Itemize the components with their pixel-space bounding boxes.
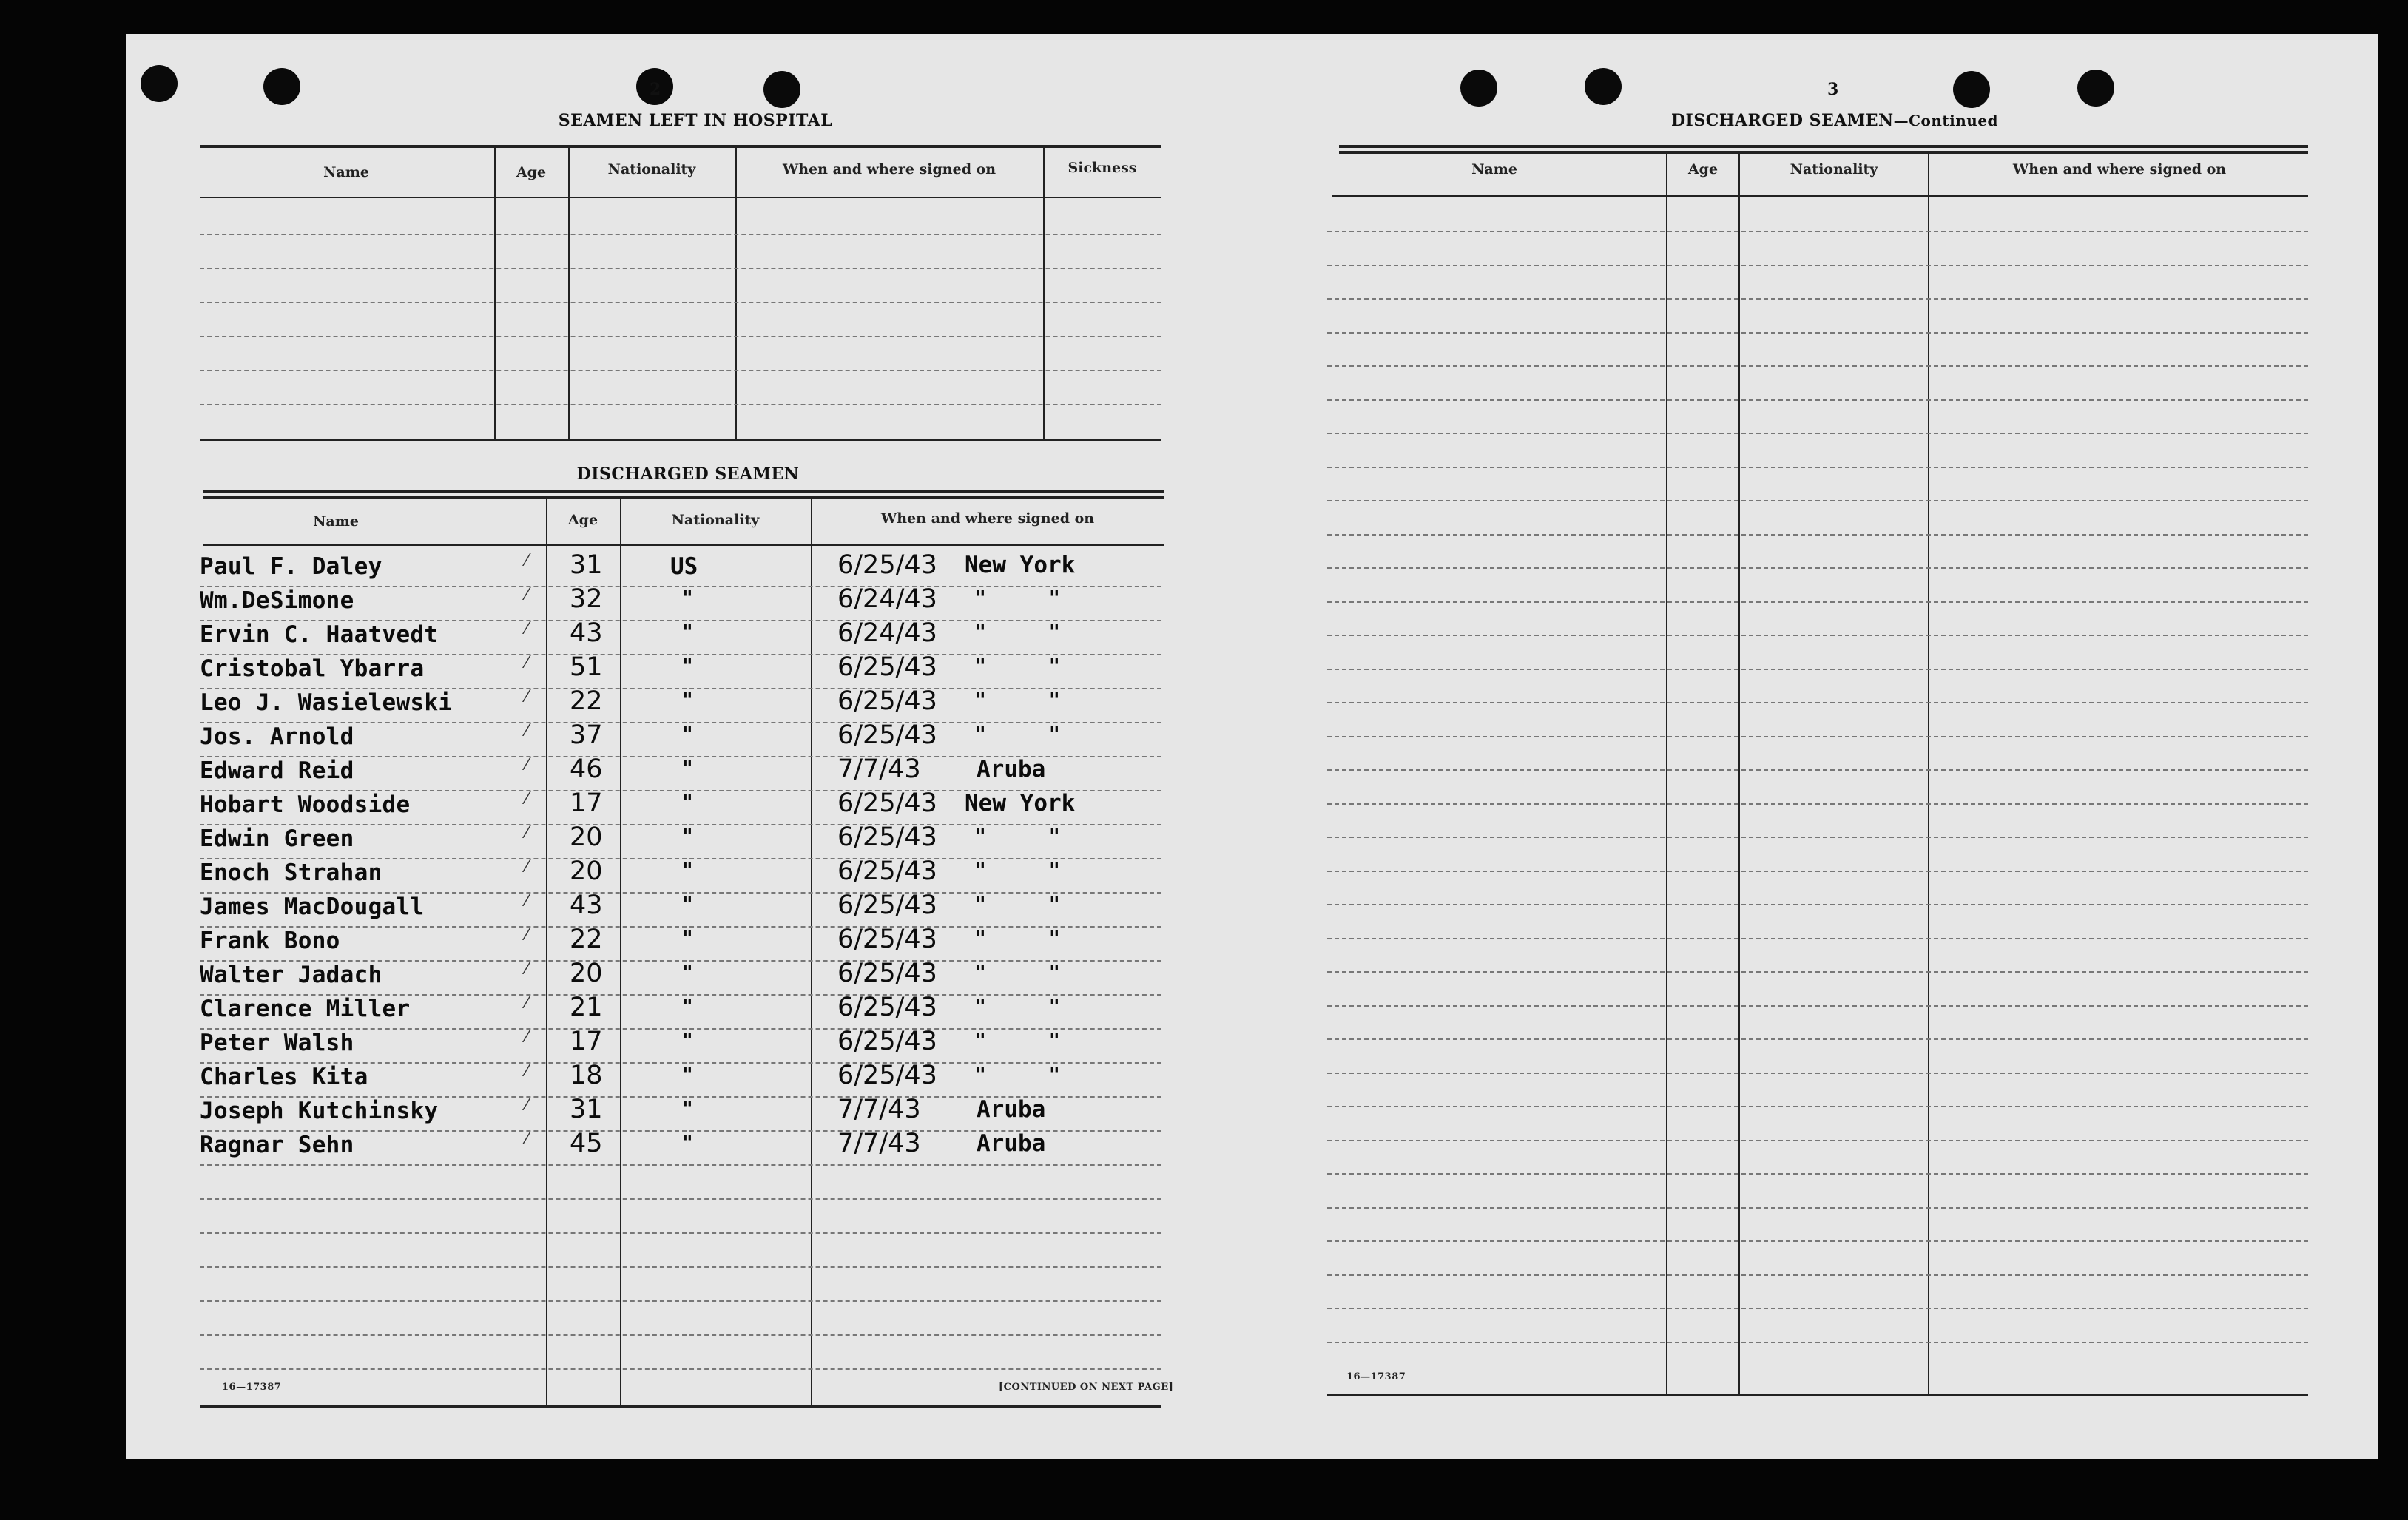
row-line [1327, 433, 2308, 434]
punch-hole [141, 65, 178, 102]
table-row [126, 552, 1235, 586]
seaman-age: 20 [570, 857, 603, 886]
table-bottom-rule [200, 1405, 1161, 1408]
signed-on-place-ditto: " [1049, 858, 1060, 882]
row-line [1327, 837, 2308, 838]
row-line [1327, 332, 2308, 334]
row-line [200, 1334, 1161, 1336]
document-sheet [126, 34, 2378, 1459]
seaman-name: Edwin Green [200, 825, 354, 852]
seaman-nationality: " [682, 824, 693, 848]
seaman-nationality: " [682, 756, 693, 780]
table-row [126, 960, 1235, 994]
check-mark: ⁄ [525, 892, 528, 911]
seaman-name: Clarence Miller [200, 996, 411, 1022]
seaman-age: 43 [570, 618, 603, 648]
seaman-name: Leo J. Wasielewski [200, 689, 453, 716]
punch-hole [763, 71, 800, 108]
column-header-name: Name [1471, 161, 1517, 178]
table-row [126, 926, 1235, 960]
check-mark: ⁄ [525, 926, 528, 945]
seaman-name: Cristobal Ybarra [200, 655, 425, 682]
row-line [1327, 399, 2308, 401]
signed-on-place-ditto: " [1049, 960, 1060, 984]
row-line [1327, 702, 2308, 703]
punch-hole [1953, 71, 1990, 108]
signed-on-date: 6/25/43 [837, 788, 937, 818]
seaman-age: 21 [570, 993, 603, 1022]
signed-on-place: " [975, 892, 986, 916]
column-header-age: Age [1687, 161, 1719, 178]
seaman-age: 43 [570, 891, 603, 920]
row-line [1327, 567, 2308, 569]
seaman-age: 18 [570, 1061, 603, 1090]
row-line [1327, 635, 2308, 636]
table-row [126, 790, 1235, 824]
column-divider [1666, 152, 1667, 1395]
signed-on-date: 6/24/43 [837, 584, 937, 614]
row-line [1327, 365, 2308, 367]
signed-on-date: 7/7/43 [837, 754, 921, 784]
seaman-age: 46 [570, 754, 603, 784]
signed-on-place: " [975, 926, 986, 950]
signed-on-place: " [975, 586, 986, 610]
seaman-nationality: " [682, 994, 693, 1019]
column-header-nationality: Nationality [671, 512, 760, 528]
signed-on-place: " [975, 1062, 986, 1087]
page-number: 3 [1827, 80, 1839, 99]
column-header-age: Age [516, 164, 547, 180]
table-row [126, 688, 1235, 722]
signed-on-place: " [975, 994, 986, 1019]
row-line [1327, 938, 2308, 939]
row-line [1327, 1342, 2308, 1343]
column-divider [1928, 152, 1929, 1395]
seaman-nationality: " [682, 892, 693, 916]
column-divider [1043, 148, 1045, 441]
signed-on-date: 6/25/43 [837, 925, 937, 954]
right-page [1235, 34, 2378, 1459]
signed-on-date: 7/7/43 [837, 1129, 921, 1158]
signed-on-place-ditto: " [1049, 620, 1060, 644]
signed-on-place: " [975, 1028, 986, 1053]
signed-on-place-ditto: " [1049, 688, 1060, 712]
seaman-name: Edward Reid [200, 757, 354, 784]
signed-on-date: 6/25/43 [837, 857, 937, 886]
seaman-nationality: " [682, 620, 693, 644]
column-header-name: Name [323, 164, 369, 180]
seaman-nationality: " [682, 858, 693, 882]
signed-on-date: 6/25/43 [837, 652, 937, 682]
row-line [1327, 1207, 2308, 1209]
row-line [200, 1232, 1161, 1234]
table-bottom-rule [1327, 1394, 2308, 1396]
row-line [1327, 871, 2308, 872]
row-line [1327, 1240, 2308, 1242]
signed-on-place: New York [965, 790, 1076, 817]
signed-on-date: 6/25/43 [837, 891, 937, 920]
check-mark: ⁄ [525, 654, 528, 672]
seaman-age: 22 [570, 686, 603, 716]
seaman-name: Frank Bono [200, 928, 340, 954]
table-row [126, 1062, 1235, 1096]
table-top-rule [203, 496, 1164, 499]
table-row [126, 892, 1235, 926]
signed-on-place-ditto: " [1049, 994, 1060, 1019]
table-top-rule [200, 145, 1161, 148]
signed-on-date: 7/7/43 [837, 1095, 921, 1124]
table-row [126, 756, 1235, 790]
signed-on-date: 6/25/43 [837, 1027, 937, 1056]
table-row [126, 1130, 1235, 1164]
signed-on-place-ditto: " [1049, 824, 1060, 848]
check-mark: ⁄ [525, 586, 528, 604]
section-title-suffix: —Continued [1893, 112, 1999, 129]
signed-on-place: New York [965, 552, 1076, 578]
signed-on-place: Aruba [977, 1130, 1046, 1157]
section-title-hospital: SEAMEN LEFT IN HOSPITAL [558, 111, 833, 130]
seaman-age: 31 [570, 1095, 603, 1124]
check-mark: ⁄ [525, 824, 528, 842]
seaman-age: 17 [570, 788, 603, 818]
row-line [200, 370, 1161, 371]
signed-on-date: 6/24/43 [837, 618, 937, 648]
row-line [200, 302, 1161, 303]
seaman-name: Enoch Strahan [200, 859, 382, 886]
seaman-name: Ragnar Sehn [200, 1132, 354, 1158]
row-line [200, 1300, 1161, 1302]
row-line [1327, 1005, 2308, 1007]
section-title-discharged: DISCHARGED SEAMEN [576, 465, 800, 484]
row-line [1327, 1274, 2308, 1276]
form-number: 16—17387 [1346, 1371, 1406, 1382]
seaman-age: 51 [570, 652, 603, 682]
row-line [1327, 803, 2308, 805]
signed-on-place: Aruba [977, 756, 1046, 783]
row-line [1327, 265, 2308, 266]
seaman-age: 17 [570, 1027, 603, 1056]
punch-hole [263, 68, 300, 105]
signed-on-place: " [975, 620, 986, 644]
seaman-name: Wm.DeSimone [200, 587, 354, 614]
column-divider [494, 148, 496, 441]
header-bottom-rule [200, 197, 1161, 198]
table-bottom-rule [200, 439, 1161, 441]
row-line [200, 336, 1161, 337]
signed-on-place: Aruba [977, 1096, 1046, 1123]
column-header-sickness: Sickness [1068, 160, 1137, 176]
seaman-nationality: " [682, 654, 693, 678]
table-row [126, 586, 1235, 620]
signed-on-place-ditto: " [1049, 892, 1060, 916]
row-line [1327, 736, 2308, 737]
seaman-name: Ervin C. Haatvedt [200, 621, 439, 648]
signed-on-place-ditto: " [1049, 1062, 1060, 1087]
signed-on-place: " [975, 722, 986, 746]
signed-on-place-ditto: " [1049, 1028, 1060, 1053]
seaman-nationality: " [682, 586, 693, 610]
check-mark: ⁄ [525, 688, 528, 706]
seaman-name: Paul F. Daley [200, 553, 382, 580]
signed-on-place-ditto: " [1049, 654, 1060, 678]
seaman-nationality: US [670, 553, 698, 580]
table-row [126, 1028, 1235, 1062]
table-row [126, 1096, 1235, 1130]
seaman-age: 31 [570, 550, 603, 580]
check-mark: ⁄ [525, 960, 528, 979]
row-line [1327, 769, 2308, 771]
column-header-signed-on: When and where signed on [2012, 161, 2227, 178]
row-line [1327, 1308, 2308, 1309]
column-header-name: Name [313, 513, 359, 530]
check-mark: ⁄ [525, 858, 528, 876]
row-line [1327, 467, 2308, 468]
column-header-signed-on: When and where signed on [782, 161, 996, 178]
seaman-name: James MacDougall [200, 894, 425, 920]
table-top-rule [1339, 151, 2308, 154]
seaman-nationality: " [682, 1028, 693, 1053]
signed-on-place-ditto: " [1049, 722, 1060, 746]
seaman-nationality: " [682, 1062, 693, 1087]
punch-hole [1585, 68, 1622, 105]
punch-hole [1460, 70, 1497, 107]
column-header-age: Age [567, 512, 598, 528]
signed-on-date: 6/25/43 [837, 993, 937, 1022]
table-top-rule [203, 490, 1164, 493]
row-line [200, 1368, 1161, 1370]
seaman-name: Peter Walsh [200, 1030, 354, 1056]
row-line [1327, 231, 2308, 232]
row-line [200, 1198, 1161, 1200]
signed-on-date: 6/25/43 [837, 1061, 937, 1090]
seaman-age: 32 [570, 584, 603, 614]
row-line [1327, 971, 2308, 973]
table-row [126, 654, 1235, 688]
section-title-discharged-continued [1657, 111, 2012, 130]
check-mark: ⁄ [525, 1130, 528, 1149]
seaman-age: 20 [570, 959, 603, 988]
row-line [200, 404, 1161, 405]
signed-on-date: 6/25/43 [837, 550, 937, 580]
row-line [1327, 534, 2308, 536]
seaman-nationality: " [682, 1130, 693, 1155]
seaman-nationality: " [682, 688, 693, 712]
table-row [126, 620, 1235, 654]
signed-on-place: " [975, 858, 986, 882]
seaman-name: Hobart Woodside [200, 791, 411, 818]
form-number: 16—17387 [222, 1382, 282, 1393]
seaman-nationality: " [682, 1096, 693, 1121]
row-line [1327, 298, 2308, 300]
left-page [126, 34, 1235, 1459]
header-bottom-rule [203, 544, 1164, 546]
seaman-name: Joseph Kutchinsky [200, 1098, 439, 1124]
signed-on-date: 6/25/43 [837, 720, 937, 750]
table-row [126, 824, 1235, 858]
column-divider [1738, 152, 1740, 1395]
header-bottom-rule [1332, 195, 2308, 197]
signed-on-place-ditto: " [1049, 586, 1060, 610]
seaman-name: Charles Kita [200, 1064, 368, 1090]
seaman-age: 22 [570, 925, 603, 954]
seaman-age: 37 [570, 720, 603, 750]
page-number: 2 [650, 80, 661, 99]
row-line [1327, 669, 2308, 670]
signed-on-date: 6/25/43 [837, 959, 937, 988]
seaman-name: Jos. Arnold [200, 723, 354, 750]
seaman-nationality: " [682, 960, 693, 984]
section-title-main: DISCHARGED SEAMEN [1670, 111, 1894, 130]
check-mark: ⁄ [525, 790, 528, 808]
column-divider [568, 148, 570, 441]
signed-on-place-ditto: " [1049, 926, 1060, 950]
check-mark: ⁄ [525, 994, 528, 1013]
row-line [1327, 904, 2308, 905]
row-line [1327, 1038, 2308, 1040]
signed-on-place: " [975, 960, 986, 984]
row-line [1327, 601, 2308, 603]
check-mark: ⁄ [525, 756, 528, 774]
signed-on-place: " [975, 824, 986, 848]
table-row [126, 858, 1235, 892]
seaman-age: 20 [570, 823, 603, 852]
row-line [200, 1164, 1161, 1166]
row-line [1327, 500, 2308, 501]
seaman-nationality: " [682, 926, 693, 950]
check-mark: ⁄ [525, 1096, 528, 1115]
check-mark: ⁄ [525, 552, 528, 570]
table-top-rule [1339, 145, 2308, 148]
row-line [1327, 1140, 2308, 1141]
seaman-age: 45 [570, 1129, 603, 1158]
table-row [126, 994, 1235, 1028]
column-header-nationality: Nationality [1790, 161, 1878, 178]
signed-on-place: " [975, 688, 986, 712]
column-divider [735, 148, 737, 441]
row-line [200, 268, 1161, 269]
row-line [1327, 1106, 2308, 1107]
seaman-nationality: " [682, 722, 693, 746]
signed-on-place: " [975, 654, 986, 678]
seaman-name: Walter Jadach [200, 962, 382, 988]
row-line [1327, 1073, 2308, 1074]
seaman-nationality: " [682, 790, 693, 814]
table-row [126, 722, 1235, 756]
signed-on-date: 6/25/43 [837, 823, 937, 852]
check-mark: ⁄ [525, 722, 528, 740]
column-header-signed-on: When and where signed on [880, 510, 1095, 527]
punch-hole [2077, 70, 2114, 107]
check-mark: ⁄ [525, 1062, 528, 1081]
check-mark: ⁄ [525, 620, 528, 638]
continued-note: [CONTINUED ON NEXT PAGE] [999, 1382, 1174, 1393]
signed-on-date: 6/25/43 [837, 686, 937, 716]
row-line [1327, 1173, 2308, 1175]
column-header-nationality: Nationality [607, 161, 696, 178]
row-line [200, 1266, 1161, 1268]
row-line [200, 234, 1161, 235]
check-mark: ⁄ [525, 1028, 528, 1047]
